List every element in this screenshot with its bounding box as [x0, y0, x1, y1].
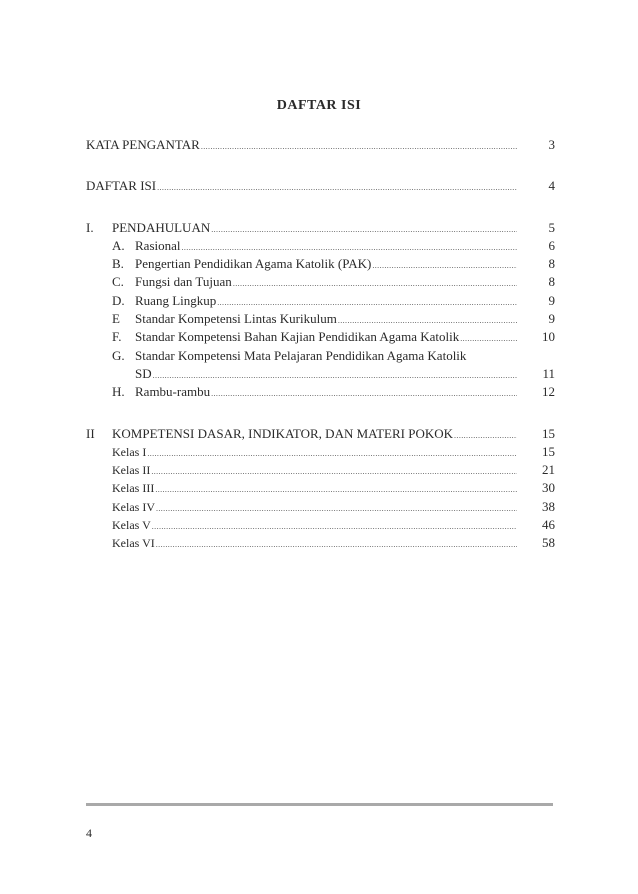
toc-entry-sk-mata-pelajaran-cont[interactable] [86, 365, 555, 383]
toc-entry-sk-lintas[interactable] [86, 310, 555, 328]
entry-letter: F. [112, 329, 122, 345]
toc-entry-page: 5 [548, 219, 555, 235]
toc-entry-label: DAFTAR ISI [86, 178, 157, 194]
dot-leader [201, 138, 517, 156]
entry-letter: B. [112, 256, 124, 272]
toc-entry-page: 10 [542, 329, 555, 345]
toc-entry-label: Standar Kompetensi Mata Pelajaran Pendidikan Agama Katolik [135, 347, 467, 363]
dot-leader [151, 463, 517, 481]
toc-entry-label: KOMPETENSI DASAR, INDIKATOR, DAN MATERI POKOK [112, 425, 454, 441]
toc-section-pendahuluan[interactable] [86, 219, 555, 237]
toc-entry-label: Ruang Lingkup [135, 292, 217, 308]
dot-leader [454, 427, 517, 445]
toc-entry-kata-pengantar[interactable] [86, 136, 555, 154]
toc-entry-rambu-rambu[interactable] [86, 383, 555, 401]
toc-entry-label: Kelas III [112, 481, 155, 496]
toc-entry-page: 11 [542, 365, 555, 381]
toc-entry-kelas-6[interactable] [86, 534, 555, 552]
toc-entry-label: Pengertian Pendidikan Agama Katolik (PAK) [135, 256, 372, 272]
toc-entry-label: Rambu-rambu [135, 384, 211, 400]
toc-entry-page: 12 [542, 384, 555, 400]
entry-letter: D. [112, 292, 125, 308]
dot-leader [233, 275, 517, 293]
toc-entry-label: PENDAHULUAN [112, 219, 211, 235]
toc-entry-daftar-isi[interactable] [86, 177, 555, 195]
toc-entry-page: 8 [548, 256, 555, 272]
toc-entry-page: 9 [548, 292, 555, 308]
toc-entry-sk-mata-pelajaran[interactable] [86, 347, 555, 365]
toc-entry-page: 58 [542, 535, 555, 551]
page-title: DAFTAR ISI [276, 98, 362, 113]
toc-entry-label: Rasional [135, 237, 181, 253]
dot-leader [147, 445, 517, 463]
toc-entry-label: Kelas V [112, 518, 151, 533]
dot-leader [156, 500, 517, 518]
dot-leader [460, 330, 517, 348]
entry-letter: C. [112, 274, 124, 290]
toc-entry-label: Standar Kompetensi Bahan Kajian Pendidikan Agama Katolik [135, 329, 460, 345]
footer-rule [86, 803, 553, 806]
page-number: 4 [86, 826, 92, 840]
toc-entry-ruang-lingkup[interactable] [86, 292, 555, 310]
dot-leader [372, 257, 517, 275]
toc-entry-page: 9 [548, 311, 555, 327]
toc-entry-fungsi[interactable] [86, 273, 555, 291]
toc-entry-label: Kelas IV [112, 499, 155, 514]
toc-entry-page: 6 [548, 237, 555, 253]
toc-entry-label: Fungsi dan Tujuan [135, 274, 232, 290]
toc-entry-rasional[interactable] [86, 237, 555, 255]
toc-entry-label-continuation: SD [135, 365, 152, 381]
entry-letter: G. [112, 347, 125, 363]
toc-entry-label: Standar Kompetensi Lintas Kurikulum [135, 311, 337, 327]
dot-leader [211, 221, 517, 239]
toc-entry-kelas-2[interactable] [86, 461, 555, 479]
toc-entry-page: 15 [542, 443, 555, 459]
toc-entry-page: 8 [548, 274, 555, 290]
toc-entry-kelas-4[interactable] [86, 498, 555, 516]
table-of-contents [86, 136, 555, 553]
dot-leader [152, 518, 517, 536]
dot-leader [157, 179, 517, 197]
dot-leader [155, 481, 517, 499]
toc-entry-kelas-3[interactable] [86, 479, 555, 497]
entry-letter: H. [112, 384, 125, 400]
toc-entry-sk-bahan-kajian[interactable] [86, 328, 555, 346]
toc-entry-page: 46 [542, 517, 555, 533]
toc-entry-pengertian[interactable] [86, 255, 555, 273]
toc-entry-page: 21 [542, 462, 555, 478]
entry-letter: E [112, 311, 120, 327]
entry-letter: A. [112, 237, 125, 253]
toc-entry-page: 4 [548, 178, 555, 194]
toc-entry-label: Kelas II [112, 463, 151, 478]
section-number: I. [86, 219, 94, 235]
toc-entry-page: 30 [542, 480, 555, 496]
toc-entry-page: 15 [542, 425, 555, 441]
toc-entry-page: 3 [548, 137, 555, 152]
toc-section-kompetensi-dasar[interactable] [86, 425, 555, 443]
toc-entry-label: Kelas VI [112, 536, 155, 551]
dot-leader [156, 536, 517, 554]
toc-entry-kelas-5[interactable] [86, 516, 555, 534]
toc-entry-kelas-1[interactable] [86, 443, 555, 461]
section-number: II [86, 425, 95, 441]
toc-entry-page: 38 [542, 498, 555, 514]
toc-entry-label: KATA PENGANTAR [86, 137, 200, 152]
dot-leader [211, 385, 517, 403]
toc-entry-label: Kelas I [112, 444, 147, 459]
